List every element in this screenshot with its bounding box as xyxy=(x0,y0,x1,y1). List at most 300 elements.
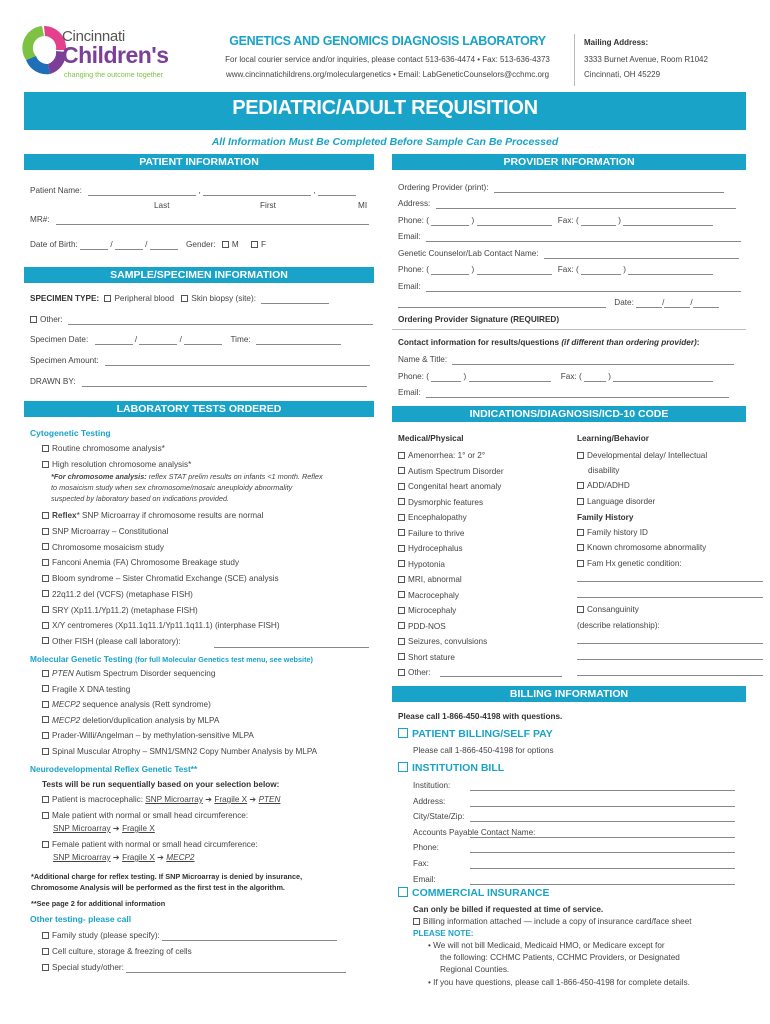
inst-field xyxy=(413,858,429,869)
org-name-2: Children's xyxy=(62,42,169,68)
commercial-checkbox[interactable] xyxy=(398,887,408,897)
med-item xyxy=(398,528,464,539)
inst-field xyxy=(413,780,450,791)
med-checkbox[interactable] xyxy=(398,669,405,676)
special-study-field[interactable] xyxy=(126,964,346,973)
other-item-0 xyxy=(42,930,337,941)
mol-gene: PTEN xyxy=(52,669,74,678)
specimen-date-m[interactable] xyxy=(95,336,133,345)
bullet-icon: • xyxy=(428,941,431,950)
med-label: Congenital heart anomaly xyxy=(408,482,502,491)
phone3-label: Phone: xyxy=(398,372,424,381)
gender-label: Gender: xyxy=(186,240,216,249)
cyto-item-1 xyxy=(42,459,191,470)
mr-field[interactable] xyxy=(56,216,369,225)
inst-field-line[interactable] xyxy=(470,852,735,853)
self-pay-title: PATIENT BILLING/SELF PAY xyxy=(412,728,553,740)
cyto-item xyxy=(42,636,181,647)
peripheral-blood-label: Peripheral blood xyxy=(114,294,175,303)
cyto-item-0 xyxy=(42,443,165,454)
mol-item xyxy=(42,699,211,710)
mol-item xyxy=(42,684,130,695)
skin-biopsy-checkbox[interactable] xyxy=(181,295,188,302)
med-item xyxy=(398,590,459,601)
learn-checkbox[interactable] xyxy=(577,498,584,505)
contact-title: Contact information for results/questions xyxy=(398,338,560,347)
address-field[interactable] xyxy=(436,200,736,209)
other-checkbox[interactable] xyxy=(42,964,49,971)
fam-checkbox[interactable] xyxy=(577,544,584,551)
fax-field[interactable] xyxy=(623,217,713,226)
ordering-label: Ordering Provider (print): xyxy=(398,183,489,192)
commercial-row xyxy=(398,887,549,900)
neuro-3-steps xyxy=(53,852,195,863)
inst-field-label: Address: xyxy=(413,796,446,806)
med-label: PDD-NOS xyxy=(408,621,446,631)
neuro-title: Neurodevelopmental Reflex Genetic Test** xyxy=(30,764,198,774)
neuro-2-checkbox[interactable] xyxy=(42,812,49,819)
med-label: Amenorrhea: 1° or 2° xyxy=(408,451,486,460)
med-label: Encephalopathy xyxy=(408,513,467,522)
neuro-note-2: Chromosome Analysis will be performed as the first test in the algorithm. xyxy=(31,883,285,892)
med-checkbox[interactable] xyxy=(398,653,405,660)
neuro-2-steps xyxy=(53,823,155,834)
gender-m-checkbox[interactable] xyxy=(222,241,229,248)
med-checkbox[interactable] xyxy=(398,622,405,629)
med-item xyxy=(398,481,501,492)
skin-biopsy-label: Skin biopsy (site): xyxy=(191,294,256,303)
fax2-area[interactable] xyxy=(581,266,621,275)
med-item xyxy=(398,512,467,523)
phone2-label: Phone: xyxy=(398,265,424,274)
gender-f-checkbox[interactable] xyxy=(251,241,258,248)
med-item xyxy=(398,466,504,477)
dob-row: Date of Birth: / / Gender: M F xyxy=(30,240,267,249)
mol-checkbox[interactable] xyxy=(42,716,49,723)
med-item xyxy=(398,621,446,632)
commercial-note: Can only be billed if requested at time of service. xyxy=(413,905,604,914)
med-label: Seizures, convulsions xyxy=(408,637,488,646)
cyto-checkbox[interactable] xyxy=(42,606,49,613)
fam-line-2[interactable] xyxy=(577,597,763,598)
med-item xyxy=(398,652,455,663)
other-label: Cell culture, storage & freezing of cells xyxy=(52,947,192,956)
neuro-3-checkbox[interactable] xyxy=(42,841,49,848)
institution-row xyxy=(398,762,504,775)
other-label: Family study (please specify): xyxy=(52,931,160,940)
inst-field-line[interactable] xyxy=(470,790,735,791)
learn-label: Developmental delay/ Intellectual xyxy=(587,451,708,460)
neuro-2-step-b: Fragile X xyxy=(122,824,155,833)
neuro-1-step-c: PTEN xyxy=(258,795,281,804)
cyto-label: Fanconi Anemia (FA) Chromosome Breakage study xyxy=(52,558,240,568)
specimen-header: SAMPLE/SPECIMEN INFORMATION xyxy=(24,267,374,283)
phone2-row: Phone: ( ) Fax: ( ) xyxy=(398,264,713,275)
med-checkbox[interactable] xyxy=(398,545,405,552)
cyto-item xyxy=(42,573,279,584)
learn-label: ADD/ADHD xyxy=(587,481,630,490)
specimen-time-field[interactable] xyxy=(256,336,341,345)
bullet-2 xyxy=(428,977,690,988)
med-checkbox[interactable] xyxy=(398,638,405,645)
tagline: changing the outcome together xyxy=(64,70,164,79)
inst-field-label: Institution: xyxy=(413,781,451,790)
peripheral-blood-checkbox[interactable] xyxy=(104,295,111,302)
signature-row: Date: / / xyxy=(398,297,719,308)
reflex-bold: Reflex xyxy=(52,511,77,520)
mol-checkbox[interactable] xyxy=(42,701,49,708)
fam-line-1[interactable] xyxy=(577,581,763,582)
arrow-right-icon: ➔ xyxy=(205,795,213,804)
mol-checkbox[interactable] xyxy=(42,685,49,692)
sig-date-m[interactable] xyxy=(636,299,662,308)
inst-field-line[interactable] xyxy=(470,821,735,822)
email-field[interactable] xyxy=(426,233,741,242)
cyto-checkbox[interactable] xyxy=(42,622,49,629)
counselor-field[interactable] xyxy=(544,250,739,259)
inst-field xyxy=(413,811,464,822)
billing-attached-checkbox[interactable] xyxy=(413,918,420,925)
email2-label: Email: xyxy=(398,282,421,291)
inst-field-line[interactable] xyxy=(470,868,735,869)
other-checkbox[interactable] xyxy=(42,948,49,955)
cyto-item xyxy=(42,542,164,553)
cyto-checkbox[interactable] xyxy=(42,461,49,468)
mi-label: MI xyxy=(358,201,368,210)
sig-date-d[interactable] xyxy=(664,299,690,308)
fax-area[interactable] xyxy=(581,217,616,226)
med-other-line xyxy=(440,666,562,677)
commercial-cb-row xyxy=(413,916,692,927)
other-title: Other testing- please call xyxy=(30,914,132,924)
ordering-field[interactable] xyxy=(494,184,724,193)
self-pay-note: Please call 1-866-450-4198 for options xyxy=(413,746,554,755)
specimen-date-d[interactable] xyxy=(139,336,177,345)
bullet-1a xyxy=(428,940,665,951)
mol-label: Prader-Willi/Angelman – by methylation-sensitive MLPA xyxy=(52,731,254,741)
sig-date-y[interactable] xyxy=(693,299,719,308)
name-title-label: Name & Title: xyxy=(398,355,448,364)
med-item xyxy=(398,605,456,616)
neuro-sub: Tests will be run sequentially based on your selection below: xyxy=(42,780,280,789)
consang-line-1[interactable] xyxy=(577,643,763,644)
cyto-item xyxy=(42,557,239,568)
tests-header: LABORATORY TESTS ORDERED xyxy=(24,401,374,417)
mol-item xyxy=(42,730,254,741)
learn-checkbox[interactable] xyxy=(577,482,584,489)
other-fish-field[interactable] xyxy=(214,639,369,648)
mol-label: Fragile X DNA testing xyxy=(52,684,131,694)
med-other-field[interactable] xyxy=(440,668,562,677)
inst-field-label: Phone: xyxy=(413,843,439,853)
fam-checkbox[interactable] xyxy=(577,560,584,567)
mol-label: Autism Spectrum Disorder sequencing xyxy=(73,669,216,678)
med-item xyxy=(398,636,487,647)
neuro-3-step-a: SNP Microarray xyxy=(53,853,111,862)
mol-checkbox[interactable] xyxy=(42,670,49,677)
gender-m-label: M xyxy=(231,240,239,249)
cyto-label: SRY (Xp11.1/Yp11.2) (metaphase FISH) xyxy=(52,605,198,615)
cyto-label: SNP Microarray – Constitutional xyxy=(52,527,169,536)
mol-title-row xyxy=(30,654,313,664)
phone3-row: Phone: ( ) Fax: ( ) xyxy=(398,371,713,382)
cyto-note-1 xyxy=(51,472,323,482)
med-checkbox[interactable] xyxy=(398,591,405,598)
arrow-right-icon: ➔ xyxy=(112,853,120,862)
fam-checkbox[interactable] xyxy=(577,529,584,536)
specimen-amount-label: Specimen Amount: xyxy=(30,356,99,365)
cyto-checkbox[interactable] xyxy=(42,445,49,452)
fam-2 xyxy=(577,542,706,553)
specimen-date-label: Specimen Date: xyxy=(30,335,89,344)
mol-note: (for full Molecular Genetics test menu, see website) xyxy=(134,655,313,664)
neuro-1-step-b: Fragile X xyxy=(214,795,248,804)
med-label: Dysmorphic features xyxy=(408,497,484,507)
specimen-other-checkbox[interactable] xyxy=(30,316,37,323)
phone3-area[interactable] xyxy=(431,373,461,382)
med-label: Short stature xyxy=(408,652,455,662)
med-label: Macrocephaly xyxy=(408,590,459,600)
specimen-type-row xyxy=(30,293,329,304)
bullet-icon: • xyxy=(428,978,431,987)
skin-site-field[interactable] xyxy=(261,295,329,304)
bullet-1b: the following: CCHMC Patients, CCHMC Providers, or Designated xyxy=(440,953,680,962)
cyto-note-2: to mosaicism study when sex chromosome/mosaic aneuploidy abnormality xyxy=(51,483,293,492)
reflex-checkbox[interactable] xyxy=(42,512,49,519)
mi-field[interactable] xyxy=(318,187,356,196)
counselor-row xyxy=(398,248,739,259)
signature-date-label: Date: xyxy=(614,298,634,307)
mol-checkbox[interactable] xyxy=(42,732,49,739)
learn-3 xyxy=(577,496,655,507)
dob-year-field[interactable] xyxy=(150,241,178,250)
learn-2 xyxy=(577,480,630,491)
neuro-1 xyxy=(42,794,280,805)
neuro-3 xyxy=(42,839,258,850)
patient-name-row: Patient Name: , , xyxy=(30,185,356,196)
email2-row xyxy=(398,281,741,292)
consang-checkbox[interactable] xyxy=(577,606,584,613)
specimen-other-label: Other: xyxy=(40,315,63,324)
med-checkbox[interactable] xyxy=(398,576,405,583)
med-item xyxy=(398,574,462,585)
self-pay-checkbox[interactable] xyxy=(398,728,408,738)
provider-header: PROVIDER INFORMATION xyxy=(392,154,746,170)
learn-checkbox[interactable] xyxy=(577,452,584,459)
signature-label: Ordering Provider Signature (REQUIRED) xyxy=(398,315,560,324)
phone2-area[interactable] xyxy=(431,266,469,275)
phone3-field[interactable] xyxy=(469,373,551,382)
mol-checkbox[interactable] xyxy=(42,748,49,755)
med-item xyxy=(398,667,431,678)
med-checkbox[interactable] xyxy=(398,483,405,490)
arrow-right-icon: ➔ xyxy=(112,824,120,833)
email3-row xyxy=(398,387,729,398)
cyto-checkbox[interactable] xyxy=(42,575,49,582)
learn-1b: disability xyxy=(588,466,620,475)
specimen-date-row: Specimen Date: / / Time: xyxy=(30,334,341,345)
counselor-label: Genetic Counselor/Lab Contact Name: xyxy=(398,249,539,258)
med-checkbox[interactable] xyxy=(398,498,405,505)
fam-1 xyxy=(577,527,648,538)
neuro-1-label: Patient is macrocephalic: xyxy=(52,795,144,804)
last-name-field[interactable] xyxy=(88,187,196,196)
specimen-other-field[interactable] xyxy=(68,316,373,325)
mailing-label: Mailing Address: xyxy=(584,38,649,47)
med-checkbox[interactable] xyxy=(398,467,405,474)
name-title-field[interactable] xyxy=(452,356,734,365)
cyto-label: High resolution chromosome analysis* xyxy=(52,460,192,469)
med-label: Hypotonia xyxy=(408,559,445,569)
first-label: First xyxy=(260,201,276,210)
phone-field[interactable] xyxy=(477,217,552,226)
fam-title: Family History xyxy=(577,513,634,522)
cyto-note-bold: *For chromosome analysis: xyxy=(51,472,147,481)
org-name: Cincinnati xyxy=(62,28,125,45)
cyto-checkbox[interactable] xyxy=(42,528,49,535)
inst-field-label: Email: xyxy=(413,874,436,884)
institution-title: INSTITUTION BILL xyxy=(412,762,505,774)
consang-line-3[interactable] xyxy=(577,675,763,676)
page-subtitle: All Information Must Be Completed Before Sample Can Be Processed xyxy=(211,136,559,148)
inst-field-label: City/State/Zip: xyxy=(413,812,465,822)
cyto-note-3: suspected by laboratory based on indications provided. xyxy=(51,494,230,503)
med-label: Failure to thrive xyxy=(408,528,465,538)
reflex-label: * SNP Microarray if chromosome results are normal xyxy=(76,511,264,520)
other-label: Special study/other: xyxy=(52,963,124,972)
mol-gene: MECP2 xyxy=(52,700,81,710)
cyto-title: Cytogenetic Testing xyxy=(30,428,111,438)
header-divider xyxy=(574,34,575,86)
inst-field xyxy=(413,796,445,807)
logo xyxy=(20,22,195,82)
specimen-date-y[interactable] xyxy=(184,336,222,345)
gender-f-label: F xyxy=(261,240,267,249)
first-name-field[interactable] xyxy=(203,187,311,196)
consang-line-2[interactable] xyxy=(577,659,763,660)
mol-label: Spinal Muscular Atrophy – SMN1/SMN2 Copy Number Analysis by MLPA xyxy=(52,747,318,756)
med-checkbox[interactable] xyxy=(398,607,405,614)
contact-line: For local courier service and/or inquiries, please contact 513-636-4474 • Fax: 513-636-4373 xyxy=(225,55,550,64)
email3-field[interactable] xyxy=(426,389,729,398)
fax3-field[interactable] xyxy=(613,373,713,382)
other-item-2 xyxy=(42,962,346,973)
drawn-by-label: DRAWN BY: xyxy=(30,377,76,386)
inst-field-line[interactable] xyxy=(470,884,735,885)
other-checkbox[interactable] xyxy=(42,932,49,939)
med-title: Medical/Physical xyxy=(398,434,464,443)
page-title: PEDIATRIC/ADULT REQUISITION xyxy=(232,97,538,119)
specimen-time-label: Time: xyxy=(230,335,251,344)
cyto-checkbox[interactable] xyxy=(42,637,49,644)
dob-month-field[interactable] xyxy=(80,241,108,250)
email2-field[interactable] xyxy=(426,283,741,292)
consang xyxy=(577,604,639,615)
cyto-checkbox[interactable] xyxy=(42,559,49,566)
fam-3 xyxy=(577,558,682,569)
cyto-item xyxy=(42,605,198,616)
med-label: Microcephaly xyxy=(408,606,457,615)
learn-label: Language disorder xyxy=(587,497,656,506)
cyto-checkbox[interactable] xyxy=(42,590,49,597)
cyto-checkbox[interactable] xyxy=(42,543,49,550)
cyto-label: 22q11.2 del (VCFS) (metaphase FISH) xyxy=(52,589,193,599)
dob-day-field[interactable] xyxy=(115,241,143,250)
med-checkbox[interactable] xyxy=(398,560,405,567)
bullet-1c: Regional Counties. xyxy=(440,965,510,974)
address-row xyxy=(398,198,736,209)
email3-label: Email: xyxy=(398,388,421,397)
bullet-2-text: If you have questions, please call 1-866-450-4198 for complete details. xyxy=(433,978,690,987)
med-item xyxy=(398,450,485,461)
mol-item xyxy=(42,668,215,679)
fax2-field[interactable] xyxy=(628,266,713,275)
drawn-by-field[interactable] xyxy=(82,378,367,387)
inst-field-line[interactable] xyxy=(470,837,735,838)
fax2-label: Fax: xyxy=(557,265,574,274)
med-item xyxy=(398,497,483,508)
mr-label: MR#: xyxy=(30,215,50,224)
fax3-area[interactable] xyxy=(584,373,606,382)
billing-call: Please call 1-866-450-4198 with questions. xyxy=(398,712,563,721)
fam-label: Family history ID xyxy=(587,528,648,537)
institution-checkbox[interactable] xyxy=(398,762,408,772)
ordering-row xyxy=(398,182,724,193)
reflex-item xyxy=(42,510,263,521)
self-pay-row xyxy=(398,728,553,741)
signature-field[interactable] xyxy=(398,299,606,308)
neuro-note-3: **See page 2 for additional information xyxy=(31,899,166,908)
cyto-label: X/Y centromeres (Xp11.1q11.1/Yp11.1q11.1) (interphase FISH) xyxy=(52,621,280,631)
last-label: Last xyxy=(154,201,170,210)
cyto-label: Routine chromosome analysis* xyxy=(52,444,165,453)
mol-title: Molecular Genetic Testing xyxy=(30,654,133,664)
mol-label: sequence analysis (Rett syndrome) xyxy=(80,700,211,710)
med-label: Other: xyxy=(408,668,431,677)
dob-label: Date of Birth: xyxy=(30,240,78,249)
neuro-1-checkbox[interactable] xyxy=(42,796,49,803)
phone-label: Phone: xyxy=(398,216,424,225)
mailing-line-2: Cincinnati, OH 45229 xyxy=(584,70,661,79)
other-item-1 xyxy=(42,946,192,957)
cyto-item xyxy=(42,526,168,537)
billing-header: BILLING INFORMATION xyxy=(392,686,746,702)
med-checkbox[interactable] xyxy=(398,514,405,521)
med-checkbox[interactable] xyxy=(398,529,405,536)
med-item xyxy=(398,543,463,554)
specimen-other-row xyxy=(30,314,373,325)
med-item xyxy=(398,559,445,570)
patient-name-label: Patient Name: xyxy=(30,186,82,195)
med-label: Autism Spectrum Disorder xyxy=(408,466,504,476)
contact-title-colon: : xyxy=(696,338,700,347)
inst-field-line[interactable] xyxy=(470,806,735,807)
family-study-field[interactable] xyxy=(162,932,337,941)
other-fish-line xyxy=(214,637,369,648)
neuro-3-step-c: MECP2 xyxy=(166,853,195,862)
mailing-line-1: 3333 Burnet Avenue, Room R1042 xyxy=(584,55,708,64)
phone-area[interactable] xyxy=(431,217,469,226)
phone2-field[interactable] xyxy=(477,266,552,275)
specimen-amount-field[interactable] xyxy=(105,357,370,366)
email-label: Email: xyxy=(398,232,421,241)
med-checkbox[interactable] xyxy=(398,452,405,459)
indications-header: INDICATIONS/DIAGNOSIS/ICD-10 CODE xyxy=(392,406,746,422)
email-row xyxy=(398,231,741,242)
commercial-title: COMMERCIAL INSURANCE xyxy=(412,887,550,899)
arrow-right-icon: ➔ xyxy=(157,853,164,862)
inst-field-label: Accounts Payable Contact Name: xyxy=(413,827,536,837)
